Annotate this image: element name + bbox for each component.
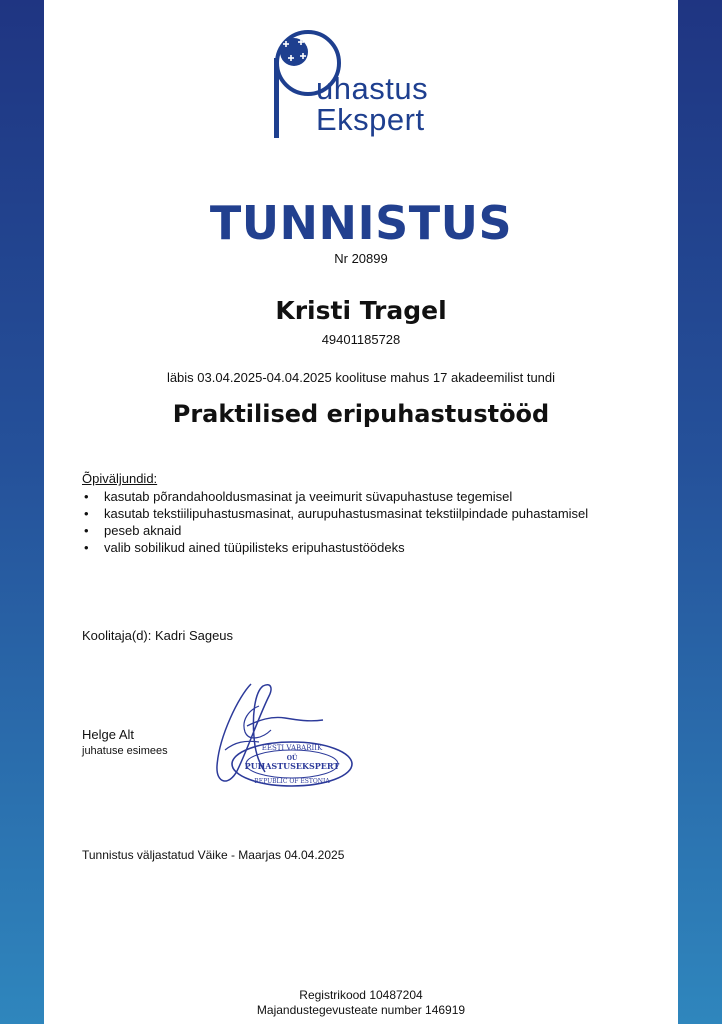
course-name: Praktilised eripuhastustööd [172, 400, 550, 428]
stamp-ou-text: OÜ [286, 755, 298, 762]
learning-outcomes-list [82, 488, 602, 556]
bullet-icon: • [84, 540, 89, 555]
outcome-text: valib sobilikud ained tüüpilisteks eripuhastustöödeks [104, 540, 405, 555]
logo-line-2: Ekspert [316, 102, 425, 137]
list-item [82, 505, 602, 522]
company-stamp [230, 740, 354, 788]
bullet-icon: • [84, 506, 89, 521]
issued-line: Tunnistus väljastatud Väike - Maarjas 04.04.2025 [82, 848, 345, 862]
bullet-icon: • [84, 489, 89, 504]
logo-line-1: uhastus [316, 71, 429, 106]
certificate-number: Nr 20899 [334, 251, 388, 266]
list-item [82, 539, 602, 556]
outcome-text: peseb aknaid [104, 523, 182, 538]
footer-registry: Registrikood 10487204 [299, 988, 423, 1002]
learning-outcomes [82, 470, 602, 556]
recipient-name: Kristi Tragel [275, 296, 447, 325]
trainer-line: Koolitaja(d): Kadri Sageus [82, 628, 234, 643]
learning-outcomes-heading: Õpiväljundid: [82, 471, 158, 486]
stamp-top-text: EESTI VABARIIK [261, 744, 323, 752]
certificate-page [44, 0, 678, 1024]
bullet-icon: • [84, 523, 89, 538]
list-item [82, 488, 602, 505]
stamp-bottom-text: REPUBLIC OF ESTONIA [254, 778, 330, 785]
outcome-text: kasutab põrandahooldusmasinat ja veeimurit süvapuhastuse tegemisel [104, 489, 513, 504]
list-item [82, 522, 602, 539]
recipient-id-code: 49401185728 [321, 332, 401, 347]
signer-role: juhatuse esimees [82, 745, 168, 757]
certificate-title: TUNNISTUS [209, 196, 513, 250]
stamp-center-text: PUHASTUSEKSPERT [244, 761, 340, 771]
company-logo [266, 30, 436, 140]
completion-text: läbis 03.04.2025-04.04.2025 koolituse mahus 17 akadeemilist tundi [166, 370, 556, 385]
signer-name: Helge Alt [82, 727, 135, 742]
footer-license: Majandustegevusteate number 146919 [256, 1003, 466, 1017]
outcome-text: kasutab tekstiilipuhastusmasinat, aurupuhastusmasinat tekstiilpindade puhastamisel [104, 506, 589, 521]
